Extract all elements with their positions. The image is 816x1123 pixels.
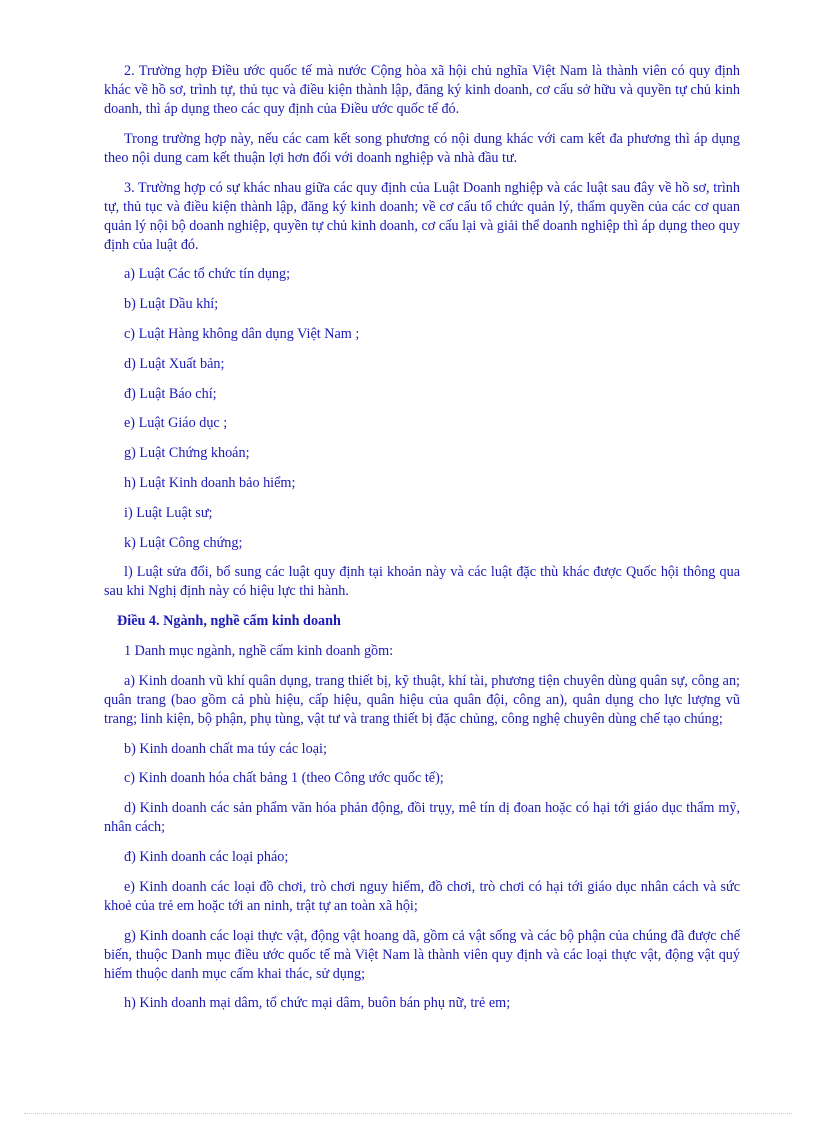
list-item: e) Luật Giáo dục ; — [124, 415, 228, 432]
paragraph: 2. Trường hợp Điều ước quốc tế mà nước Cộng hòa xã hội chủ nghĩa Việt Nam là thành viên có quy định khác về hồ sơ, trình tự, thủ tục và điều kiện thành lập, đăng ký kinh doanh, cơ cấu sở hữu và quyền tự chủ kinh doanh, thì áp dụng theo các quy định của Điều ước quốc tế đó. — [104, 63, 740, 117]
list-item: a) Kinh doanh vũ khí quân dụng, trang thiết bị, kỹ thuật, khí tài, phương tiện chuyên dùng quân sự, công an; quân trang (bao gồm cả phù hiệu, cấp hiệu, quân hiệu của quân đội, công an), quân dụng cho lực lượng vũ trang; linh kiện, bộ phận, phụ tùng, vật tư và trang thiết bị đặc chủng, công nghệ chuyên dùng chế tạo chúng; — [104, 672, 740, 727]
paragraph: 1 Danh mục ngành, nghề cấm kinh doanh gồm: — [124, 642, 394, 659]
list-item: c) Kinh doanh hóa chất bảng 1 (theo Công ước quốc tế); — [124, 770, 444, 787]
list-item: d) Kinh doanh các sản phẩm văn hóa phản động, đồi trụy, mê tín dị đoan hoặc có hại tới giáo dục thẩm mỹ, nhân cách; — [104, 800, 740, 836]
document-page — [104, 62, 740, 1024]
list-item: đ) Luật Báo chí; — [124, 385, 217, 402]
list-item: k) Luật Công chứng; — [124, 534, 243, 551]
list-item: b) Luật Dầu khí; — [124, 296, 219, 313]
paragraph: l) Luật sửa đổi, bổ sung các luật quy định tại khoản này và các luật đặc thù khác được Quốc hội thông qua sau khi Nghị định này có hiệu lực thi hành. — [104, 564, 740, 600]
paragraph: Trong trường hợp này, nếu các cam kết song phương có nội dung khác với cam kết đa phương thì áp dụng theo nội dung cam kết thuận lợi hơn đối với doanh nghiệp và nhà đầu tư. — [104, 130, 740, 166]
list-item: d) Luật Xuất bản; — [124, 355, 225, 372]
list-item: c) Luật Hàng không dân dụng Việt Nam ; — [124, 325, 360, 342]
list-item: h) Luật Kinh doanh bảo hiểm; — [124, 474, 296, 491]
list-item: h) Kinh doanh mại dâm, tổ chức mại dâm, buôn bán phụ nữ, trẻ em; — [124, 995, 511, 1012]
page-bottom-divider — [24, 1113, 792, 1114]
list-item: a) Luật Các tổ chức tín dụng; — [124, 266, 291, 283]
list-item: i) Luật Luật sư; — [124, 504, 213, 521]
list-item: e) Kinh doanh các loại đồ chơi, trò chơi nguy hiểm, đồ chơi, trò chơi có hại tới giáo dục nhân cách và sức khoẻ của trẻ em hoặc tới an ninh, trật tự an toàn xã hội; — [104, 878, 740, 914]
list-item: g) Luật Chứng khoán; — [124, 445, 250, 462]
list-item: b) Kinh doanh chất ma túy các loại; — [124, 740, 327, 757]
list-item: g) Kinh doanh các loại thực vật, động vật hoang dã, gồm cả vật sống và các bộ phận của chúng đã được chế biến, thuộc Danh mục điều ước quốc tế mà Việt Nam là thành viên quy định và các loại thực vật, động vật quý hiếm thuộc danh mục cấm khai thác, sử dụng; — [104, 927, 740, 982]
list-item: đ) Kinh doanh các loại pháo; — [124, 848, 289, 865]
article-heading: Điều 4. Ngành, nghề cấm kinh doanh — [117, 613, 341, 630]
paragraph: 3. Trường hợp có sự khác nhau giữa các quy định của Luật Doanh nghiệp và các luật sau đây về hồ sơ, trình tự, thủ tục và điều kiện thành lập, đăng ký kinh doanh; về cơ cấu tổ chức quản lý, thẩm quyền của các cơ quan quản lý nội bộ doanh nghiệp, quyền tự chủ kinh doanh, cơ cấu lại và giải thể doanh nghiệp thì áp dụng theo quy định của luật đó. — [104, 179, 740, 253]
